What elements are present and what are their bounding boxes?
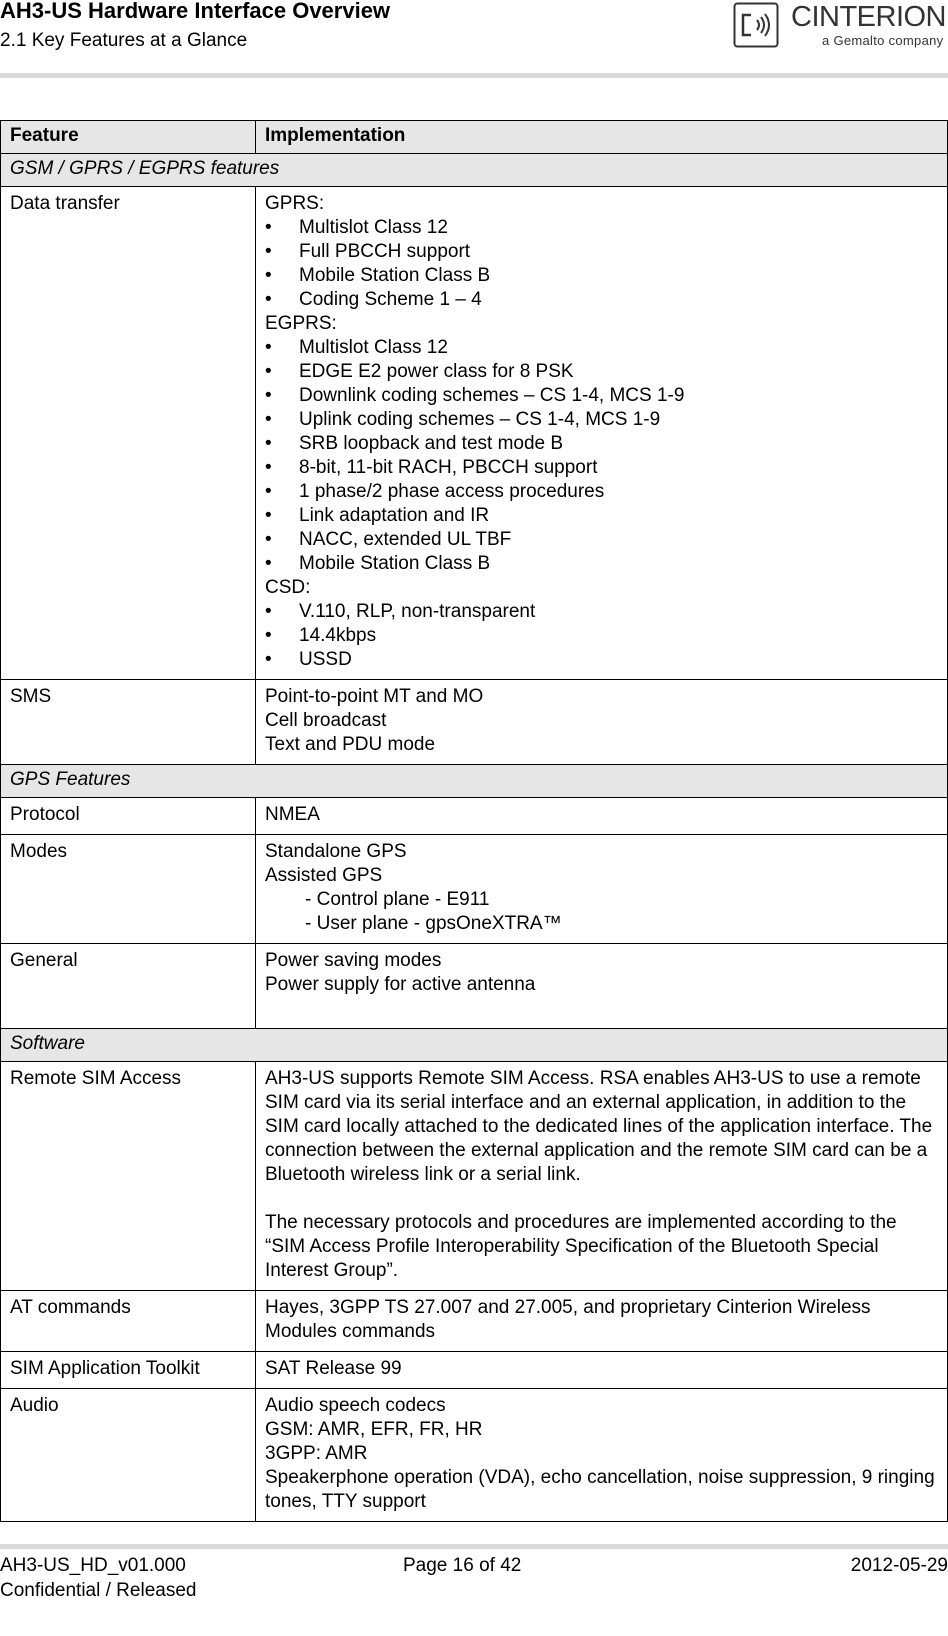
list-item: • Link adaptation and IR bbox=[265, 504, 940, 528]
paragraph: The necessary protocols and procedures are implemented according to the “SIM Access Profile Interoperability Specification of the Bluetooth Special Interest Group”. bbox=[265, 1212, 897, 1281]
table-row bbox=[1, 1389, 948, 1522]
document-title: AH3-US Hardware Interface Overview bbox=[0, 0, 391, 23]
footer-rule bbox=[0, 1544, 948, 1549]
section-gsm: GSM / GPRS / EGPRS features bbox=[1, 154, 948, 187]
feature-cell: General bbox=[1, 944, 256, 1029]
egprs-list bbox=[265, 336, 940, 576]
feature-cell: Protocol bbox=[1, 798, 256, 835]
list-item: • Mobile Station Class B bbox=[265, 552, 940, 576]
text-line: Power saving modes bbox=[265, 950, 442, 971]
list-item: • 14.4kbps bbox=[265, 624, 940, 648]
egprs-label: EGPRS: bbox=[265, 313, 337, 334]
section-subtitle: 2.1 Key Features at a Glance bbox=[0, 30, 248, 51]
logo-wordmark: CINTERION bbox=[791, 1, 946, 33]
column-header-implementation: Implementation bbox=[256, 121, 948, 154]
feature-table bbox=[0, 120, 948, 1522]
footer-date: 2012-05-29 bbox=[850, 1555, 948, 1576]
spacer bbox=[265, 1187, 940, 1211]
text-line: Speakerphone operation (VDA), echo cancellation, noise suppression, 9 ringing tones, TTY support bbox=[265, 1467, 935, 1512]
spacer bbox=[265, 997, 940, 1021]
list-item: • Multislot Class 12 bbox=[265, 216, 940, 240]
list-item: • V.110, RLP, non-transparent bbox=[265, 600, 940, 624]
table-row bbox=[1, 680, 948, 765]
table-row bbox=[1, 944, 948, 1029]
csd-label: CSD: bbox=[265, 577, 311, 598]
text-line: Assisted GPS bbox=[265, 865, 383, 886]
list-item: • Downlink coding schemes – CS 1-4, MCS 1-9 bbox=[265, 384, 940, 408]
implementation-cell bbox=[256, 680, 948, 765]
table-row bbox=[1, 1352, 948, 1389]
table-header-row bbox=[1, 121, 948, 154]
section-gps: GPS Features bbox=[1, 765, 948, 798]
implementation-cell bbox=[256, 1062, 948, 1291]
section-row bbox=[1, 154, 948, 187]
list-item: • Mobile Station Class B bbox=[265, 264, 940, 288]
footer-doc-id: AH3-US_HD_v01.000 bbox=[0, 1555, 186, 1576]
section-row bbox=[1, 765, 948, 798]
implementation-cell: Hayes, 3GPP TS 27.007 and 27.005, and proprietary Cinterion Wireless Modules commands bbox=[256, 1291, 948, 1352]
list-item: • 1 phase/2 phase access procedures bbox=[265, 480, 940, 504]
gprs-list bbox=[265, 216, 940, 312]
csd-list bbox=[265, 600, 940, 672]
text-line: GSM: AMR, EFR, FR, HR bbox=[265, 1419, 483, 1440]
column-header-feature: Feature bbox=[1, 121, 256, 154]
cinterion-logo bbox=[733, 2, 948, 52]
text-line: Point-to-point MT and MO bbox=[265, 686, 484, 707]
section-row bbox=[1, 1029, 948, 1062]
section-software: Software bbox=[1, 1029, 948, 1062]
table-row bbox=[1, 835, 948, 944]
feature-cell: Data transfer bbox=[1, 187, 256, 680]
text-line: Cell broadcast bbox=[265, 710, 387, 731]
feature-cell: SMS bbox=[1, 680, 256, 765]
logo-tagline: a Gemalto company bbox=[822, 33, 944, 48]
text-line: Text and PDU mode bbox=[265, 734, 436, 755]
list-item: • USSD bbox=[265, 648, 940, 672]
list-item: • SRB loopback and test mode B bbox=[265, 432, 940, 456]
table-row bbox=[1, 1291, 948, 1352]
list-item: • NACC, extended UL TBF bbox=[265, 528, 940, 552]
gprs-label: GPRS: bbox=[265, 193, 325, 214]
cinterion-logo-icon bbox=[733, 2, 779, 48]
list-item: • Full PBCCH support bbox=[265, 240, 940, 264]
text-line: Standalone GPS bbox=[265, 841, 407, 862]
feature-cell: Remote SIM Access bbox=[1, 1062, 256, 1291]
text-line: Power supply for active antenna bbox=[265, 974, 536, 995]
text-line: Audio speech codecs bbox=[265, 1395, 446, 1416]
feature-cell: AT commands bbox=[1, 1291, 256, 1352]
feature-cell: Modes bbox=[1, 835, 256, 944]
implementation-cell bbox=[256, 1389, 948, 1522]
header-rule bbox=[0, 73, 948, 78]
text-line: - User plane - gpsOneXTRA™ bbox=[305, 913, 562, 934]
table-row bbox=[1, 187, 948, 680]
feature-cell: Audio bbox=[1, 1389, 256, 1522]
text-line: - Control plane - E911 bbox=[305, 889, 490, 910]
list-item: • Multislot Class 12 bbox=[265, 336, 940, 360]
feature-cell: SIM Application Toolkit bbox=[1, 1352, 256, 1389]
footer-page-number: Page 16 of 42 bbox=[403, 1555, 522, 1576]
list-item: • 8-bit, 11-bit RACH, PBCCH support bbox=[265, 456, 940, 480]
implementation-cell bbox=[256, 835, 948, 944]
implementation-cell: SAT Release 99 bbox=[256, 1352, 948, 1389]
list-item: • Uplink coding schemes – CS 1-4, MCS 1-9 bbox=[265, 408, 940, 432]
implementation-cell bbox=[256, 944, 948, 1029]
implementation-cell: NMEA bbox=[256, 798, 948, 835]
text-line: 3GPP: AMR bbox=[265, 1443, 368, 1464]
paragraph: AH3-US supports Remote SIM Access. RSA enables AH3-US to use a remote SIM card via its serial interface and an external application, in addition to the SIM card locally attached to the dedicated lines of the application interface. The connection between the external application and the remote SIM card can be a Bluetooth wireless link or a serial link. bbox=[265, 1068, 933, 1185]
table-row bbox=[1, 798, 948, 835]
footer-status: Confidential / Released bbox=[0, 1580, 197, 1601]
list-item: • EDGE E2 power class for 8 PSK bbox=[265, 360, 940, 384]
table-row bbox=[1, 1062, 948, 1291]
implementation-cell bbox=[256, 187, 948, 680]
list-item: • Coding Scheme 1 – 4 bbox=[265, 288, 940, 312]
